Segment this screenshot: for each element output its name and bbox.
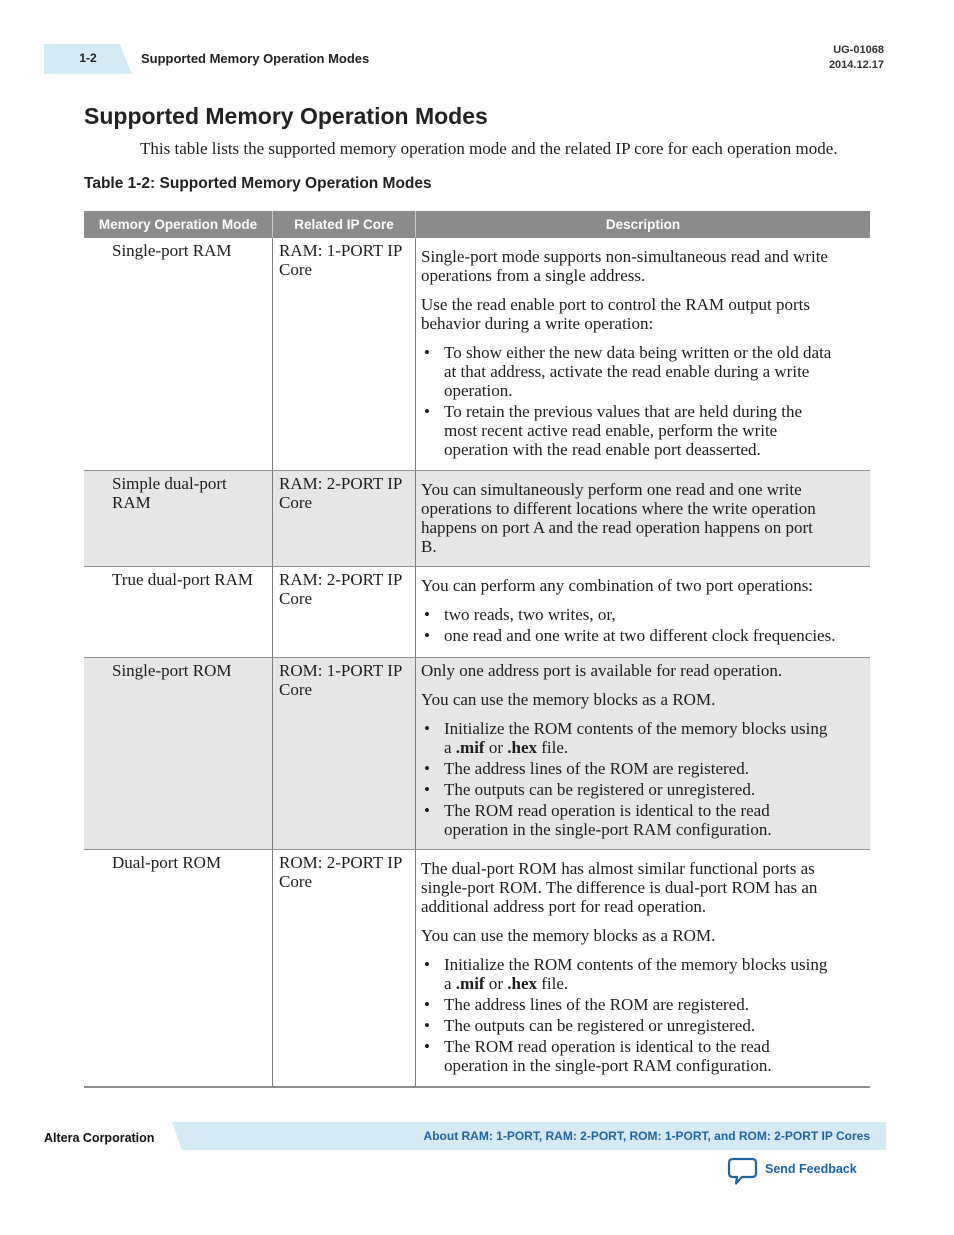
table-row [84, 658, 870, 850]
send-feedback-link[interactable]: Send Feedback [765, 1162, 857, 1176]
description-paragraph: The dual-port ROM has almost similar functional ports as single-port ROM. The difference is dual-port ROM has an additional address port for read operation. [421, 859, 818, 916]
page-number: 1-2 [79, 51, 97, 65]
mode-cell: Dual-port ROM [84, 850, 273, 1086]
description-cell [416, 238, 870, 470]
table-body [84, 238, 870, 1088]
file-extension: .hex [507, 974, 538, 993]
mode-cell: Single-port RAM [84, 238, 273, 470]
bullet-text: file. [537, 738, 569, 757]
ip-core-cell: ROM: 2-PORT IP Core [273, 850, 416, 1086]
description-paragraph: You can use the memory blocks as a ROM. [421, 690, 716, 709]
running-header-title: Supported Memory Operation Modes [141, 51, 370, 66]
description-paragraph: Use the read enable port to control the RAM output ports behavior during a write operation: [421, 295, 811, 333]
feedback-speech-bubble-icon[interactable] [727, 1156, 758, 1186]
bullet-item: • The outputs can be registered or unregistered. [421, 1016, 870, 1035]
bullet-item: • The address lines of the ROM are registered. [421, 759, 870, 778]
description-paragraph: Single-port mode supports non-simultaneous read and write operations from a single address. [421, 247, 828, 285]
bullet-list [421, 719, 870, 839]
description-paragraph: You can perform any combination of two port operations: [421, 576, 814, 595]
bullet-item [421, 719, 870, 757]
table-row [84, 850, 870, 1088]
bullet-text: or [484, 974, 508, 993]
footer-document-title[interactable]: About RAM: 1-PORT, RAM: 2-PORT, ROM: 1-PORT, and ROM: 2-PORT IP Cores [423, 1129, 870, 1143]
document-id: UG-01068 [833, 44, 884, 56]
file-extension: .mif [455, 974, 485, 993]
ip-core-cell: RAM: 2-PORT IP Core [273, 471, 416, 566]
bullet-list [421, 343, 870, 459]
bullet-item: • To show either the new data being written or the old data at that address, activate the read enable during a write operation. [421, 343, 870, 400]
ip-core-cell: RAM: 2-PORT IP Core [273, 567, 416, 657]
description-paragraph: Only one address port is available for read operation. [421, 661, 783, 680]
description-paragraph: You can simultaneously perform one read and one write operations to different locations where the write operation happens on port A and the read operation happens on port B. [421, 480, 816, 556]
description-cell [416, 850, 870, 1086]
bullet-item: • The ROM read operation is identical to the read operation in the single-port RAM configuration. [421, 801, 870, 839]
bullet-item: • To retain the previous values that are held during the most recent active read enable, perform the write operation with the read enable port deasserted. [421, 402, 870, 459]
bullet-text: Initialize the ROM contents of the memory blocks using a [444, 955, 828, 993]
bullet-list [421, 605, 870, 645]
bullet-text: file. [537, 974, 569, 993]
description-cell [416, 567, 870, 657]
description-cell [416, 471, 870, 566]
file-extension: .hex [507, 738, 538, 757]
bullet-text: or [484, 738, 508, 757]
section-title: Supported Memory Operation Modes [84, 103, 488, 129]
bullet-item: • two reads, two writes, or, [421, 605, 870, 624]
document-date: 2014.12.17 [828, 59, 884, 71]
description-paragraph: You can use the memory blocks as a ROM. [421, 926, 716, 945]
column-header-ip-core: Related IP Core [273, 211, 416, 238]
company-name: Altera Corporation [44, 1131, 155, 1145]
ip-core-cell: ROM: 1-PORT IP Core [273, 658, 416, 849]
column-header-mode: Memory Operation Mode [84, 211, 273, 238]
table-header-row [84, 211, 870, 238]
mode-cell: Single-port ROM [84, 658, 273, 849]
column-header-description: Description [605, 217, 681, 232]
table-caption: Table 1-2: Supported Memory Operation Modes [84, 175, 432, 192]
table-row [84, 471, 870, 567]
mode-cell: True dual-port RAM [84, 567, 273, 657]
table-row [84, 567, 870, 658]
table-row [84, 238, 870, 471]
bullet-item [421, 955, 870, 993]
description-cell [416, 658, 870, 849]
memory-modes-table [84, 211, 870, 1088]
bullet-item: • one read and one write at two different clock frequencies. [421, 626, 870, 645]
bullet-list [421, 955, 870, 1075]
bullet-text: Initialize the ROM contents of the memory blocks using a [444, 719, 828, 757]
intro-paragraph: This table lists the supported memory operation mode and the related IP core for each operation mode. [140, 139, 838, 158]
mode-cell: Simple dual-port RAM [84, 471, 273, 566]
file-extension: .mif [455, 738, 485, 757]
bullet-item: • The ROM read operation is identical to the read operation in the single-port RAM configuration. [421, 1037, 870, 1075]
bullet-item: • The outputs can be registered or unregistered. [421, 780, 870, 799]
bullet-item: • The address lines of the ROM are registered. [421, 995, 870, 1014]
ip-core-cell: RAM: 1-PORT IP Core [273, 238, 416, 470]
